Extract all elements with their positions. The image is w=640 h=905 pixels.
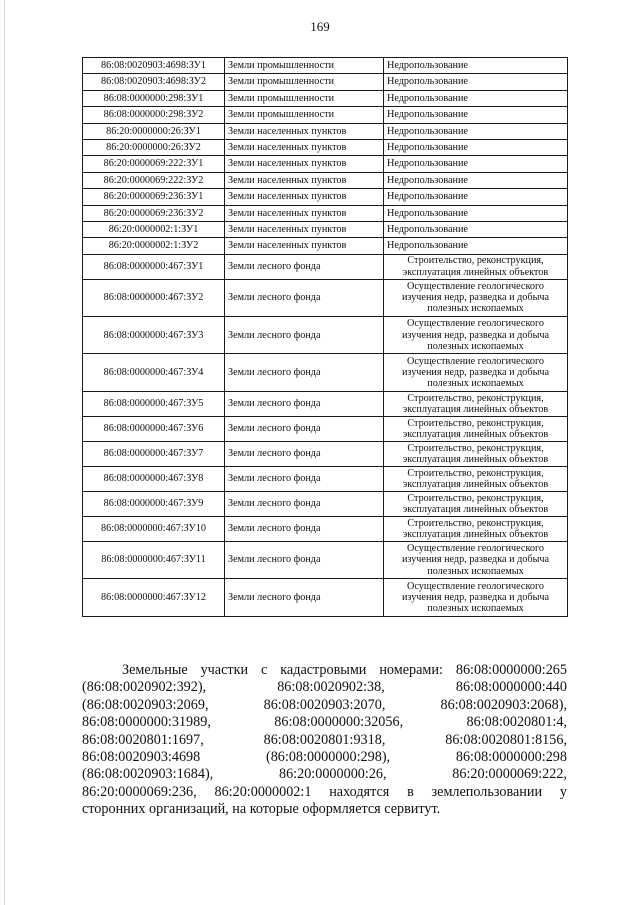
paragraph-word: (86:08:0020902:392), <box>82 679 207 696</box>
paragraph-word: сторонних организаций, на которые оформляется сервитут. <box>82 801 441 818</box>
table-row <box>83 317 568 354</box>
cadastral-number-cell: 86:20:0000000:26:ЗУ1 <box>83 123 225 139</box>
cadastral-number-cell: 86:08:0000000:467:ЗУ5 <box>83 391 225 416</box>
paragraph-word: 86:08:0020801:8156, <box>445 731 567 748</box>
cadastral-number-cell: 86:08:0000000:467:ЗУ3 <box>83 317 225 354</box>
paragraph-word: (86:08:0000000:298), <box>265 749 391 766</box>
paragraph-word: 86:20:0000002:1 <box>214 783 312 800</box>
cadastral-number-cell: 86:08:0000000:298:ЗУ2 <box>83 107 225 123</box>
paragraph-word: 86:08:0020903:2068), <box>440 696 567 713</box>
land-category-cell: Земли населенных пунктов <box>225 156 384 172</box>
paragraph-word: 86:08:0020801:9318, <box>263 731 386 748</box>
paragraph-word: 86:08:0000000:440 <box>455 679 567 696</box>
paragraph-word: 86:20:0000069:236, <box>82 783 197 800</box>
cadastral-number-cell: 86:08:0000000:298:ЗУ1 <box>83 90 225 106</box>
paragraph-word: 86:20:0000000:26, <box>278 766 387 783</box>
cadastral-number-cell: 86:08:0000000:467:ЗУ11 <box>83 541 225 578</box>
cadastral-number-cell: 86:20:0000002:1:ЗУ2 <box>83 238 225 254</box>
parcels-table <box>82 57 568 617</box>
scan-margin-line <box>4 0 5 905</box>
permitted-use-cell: Недропользование <box>384 205 568 221</box>
paragraph-word: в <box>407 783 414 800</box>
permitted-use-cell: Недропользование <box>384 221 568 237</box>
paragraph-word: номерами: <box>379 662 443 678</box>
cadastral-number-cell: 86:08:0000000:467:ЗУ12 <box>83 579 225 616</box>
table-row <box>83 139 568 155</box>
paragraph-word: 86:08:0020903:2070, <box>263 696 386 713</box>
cadastral-number-cell: 86:08:0000000:467:ЗУ6 <box>83 416 225 441</box>
land-category-cell: Земли населенных пунктов <box>225 139 384 155</box>
table-row <box>83 238 568 254</box>
permitted-use-cell: Недропользование <box>384 189 568 205</box>
paragraph-word: Земельные <box>122 662 188 678</box>
permitted-use-cell: Недропользование <box>384 139 568 155</box>
land-category-cell: Земли населенных пунктов <box>225 221 384 237</box>
paragraph-line <box>82 697 567 714</box>
paragraph-word: (86:08:0020903:1684), <box>82 766 214 783</box>
permitted-use-cell: Осуществление геологического изучения недр, разведка и добыча полезных ископаемых <box>384 279 568 316</box>
land-category-cell: Земли лесного фонда <box>225 579 384 616</box>
land-category-cell: Земли промышленности <box>225 107 384 123</box>
paragraph-line <box>82 714 567 731</box>
paragraph-line <box>82 766 567 783</box>
table-row <box>83 74 568 90</box>
permitted-use-cell: Недропользование <box>384 58 568 74</box>
permitted-use-cell: Недропользование <box>384 123 568 139</box>
table-row <box>83 156 568 172</box>
table-row <box>83 441 568 466</box>
permitted-use-cell: Строительство, реконструкция, эксплуатация линейных объектов <box>384 391 568 416</box>
cadastral-number-cell: 86:20:0000069:222:ЗУ2 <box>83 172 225 188</box>
land-category-cell: Земли лесного фонда <box>225 279 384 316</box>
paragraph-word: 86:08:0000000:32056, <box>274 714 404 731</box>
land-category-cell: Земли лесного фонда <box>225 516 384 541</box>
paragraph-word: 86:08:0000000:31989, <box>82 714 211 731</box>
table-row <box>83 579 568 616</box>
table-row <box>83 254 568 279</box>
permitted-use-cell: Строительство, реконструкция, эксплуатация линейных объектов <box>384 416 568 441</box>
table-row <box>83 221 568 237</box>
land-category-cell: Земли промышленности <box>225 90 384 106</box>
land-category-cell: Земли лесного фонда <box>225 254 384 279</box>
paragraph-word: у <box>559 783 567 800</box>
cadastral-number-cell: 86:20:0000069:236:ЗУ1 <box>83 189 225 205</box>
land-category-cell: Земли населенных пунктов <box>225 238 384 254</box>
permitted-use-cell: Строительство, реконструкция, эксплуатация линейных объектов <box>384 491 568 516</box>
permitted-use-cell: Недропользование <box>384 90 568 106</box>
permitted-use-cell: Строительство, реконструкция, эксплуатация линейных объектов <box>384 254 568 279</box>
land-category-cell: Земли промышленности <box>225 58 384 74</box>
permitted-use-cell: Осуществление геологического изучения недр, разведка и добыча полезных ископаемых <box>384 317 568 354</box>
table-row <box>83 466 568 491</box>
land-category-cell: Земли населенных пунктов <box>225 172 384 188</box>
paragraph-word: 86:20:0000069:222, <box>452 766 567 783</box>
table-row <box>83 541 568 578</box>
land-category-cell: Земли лесного фонда <box>225 391 384 416</box>
cadastral-number-cell: 86:08:0000000:467:ЗУ10 <box>83 516 225 541</box>
permitted-use-cell: Недропользование <box>384 156 568 172</box>
cadastral-number-cell: 86:20:0000000:26:ЗУ2 <box>83 139 225 155</box>
permitted-use-cell: Недропользование <box>384 238 568 254</box>
land-category-cell: Земли населенных пунктов <box>225 189 384 205</box>
cadastral-number-cell: 86:08:0000000:467:ЗУ2 <box>83 279 225 316</box>
permitted-use-cell: Недропользование <box>384 172 568 188</box>
paragraph-word: землепользовании <box>431 783 543 800</box>
parcels-table-body <box>83 58 568 617</box>
table-row <box>83 491 568 516</box>
land-category-cell: Земли населенных пунктов <box>225 205 384 221</box>
permitted-use-cell: Строительство, реконструкция, эксплуатация линейных объектов <box>384 466 568 491</box>
cadastral-number-cell: 86:08:0000000:467:ЗУ4 <box>83 354 225 391</box>
table-row <box>83 391 568 416</box>
paragraph-word: 86:08:0020801:4, <box>466 714 567 731</box>
cadastral-number-cell: 86:20:0000069:236:ЗУ2 <box>83 205 225 221</box>
land-category-cell: Земли лесного фонда <box>225 317 384 354</box>
cadastral-number-cell: 86:08:0020903:4698:ЗУ1 <box>83 58 225 74</box>
cadastral-number-cell: 86:08:0000000:467:ЗУ7 <box>83 441 225 466</box>
permitted-use-cell: Осуществление геологического изучения недр, разведка и добыча полезных ископаемых <box>384 579 568 616</box>
cadastral-number-cell: 86:20:0000002:1:ЗУ1 <box>83 221 225 237</box>
permitted-use-cell: Недропользование <box>384 107 568 123</box>
cadastral-number-cell: 86:08:0000000:467:ЗУ1 <box>83 254 225 279</box>
table-row <box>83 58 568 74</box>
paragraph-word: с <box>261 662 268 678</box>
table-row <box>83 123 568 139</box>
paragraph-line <box>82 784 567 801</box>
paragraph-line <box>82 801 567 818</box>
table-row <box>83 205 568 221</box>
land-category-cell: Земли лесного фонда <box>225 541 384 578</box>
table-row <box>83 516 568 541</box>
table-row <box>83 354 568 391</box>
table-row <box>83 90 568 106</box>
paragraph-word: 86:08:0020902:38, <box>277 679 385 696</box>
land-category-cell: Земли населенных пунктов <box>225 123 384 139</box>
table-row <box>83 189 568 205</box>
table-row <box>83 107 568 123</box>
paragraph-word: 86:08:0020903:4698 <box>82 749 201 766</box>
cadastral-number-cell: 86:20:0000069:222:ЗУ1 <box>83 156 225 172</box>
paragraph-word: участки <box>200 662 249 678</box>
land-category-cell: Земли лесного фонда <box>225 491 384 516</box>
paragraph-word: (86:08:0020903:2069, <box>82 696 209 713</box>
cadastral-number-cell: 86:08:0000000:467:ЗУ9 <box>83 491 225 516</box>
paragraph-word: кадастровыми <box>280 662 367 678</box>
page-number: 169 <box>310 19 330 34</box>
permitted-use-cell: Недропользование <box>384 74 568 90</box>
land-category-cell: Земли лесного фонда <box>225 354 384 391</box>
easement-paragraph <box>82 662 567 819</box>
paragraph-line <box>82 679 567 696</box>
paragraph-word: 86:08:0020801:1697, <box>82 731 204 748</box>
cadastral-number-cell: 86:08:0020903:4698:ЗУ2 <box>83 74 225 90</box>
paragraph-line <box>82 732 567 749</box>
paragraph-line <box>82 749 567 766</box>
permitted-use-cell: Осуществление геологического изучения недр, разведка и добыча полезных ископаемых <box>384 354 568 391</box>
cadastral-number-cell: 86:08:0000000:467:ЗУ8 <box>83 466 225 491</box>
paragraph-word: 86:08:0000000:265 <box>455 662 567 678</box>
land-category-cell: Земли лесного фонда <box>225 441 384 466</box>
permitted-use-cell: Строительство, реконструкция, эксплуатация линейных объектов <box>384 441 568 466</box>
land-category-cell: Земли промышленности <box>225 74 384 90</box>
paragraph-line <box>82 662 567 679</box>
table-row <box>83 172 568 188</box>
table-row <box>83 279 568 316</box>
permitted-use-cell: Осуществление геологического изучения недр, разведка и добыча полезных ископаемых <box>384 541 568 578</box>
permitted-use-cell: Строительство, реконструкция, эксплуатация линейных объектов <box>384 516 568 541</box>
land-category-cell: Земли лесного фонда <box>225 466 384 491</box>
land-category-cell: Земли лесного фонда <box>225 416 384 441</box>
table-row <box>83 416 568 441</box>
paragraph-word: находятся <box>329 783 390 800</box>
paragraph-word: 86:08:0000000:298 <box>455 749 567 766</box>
